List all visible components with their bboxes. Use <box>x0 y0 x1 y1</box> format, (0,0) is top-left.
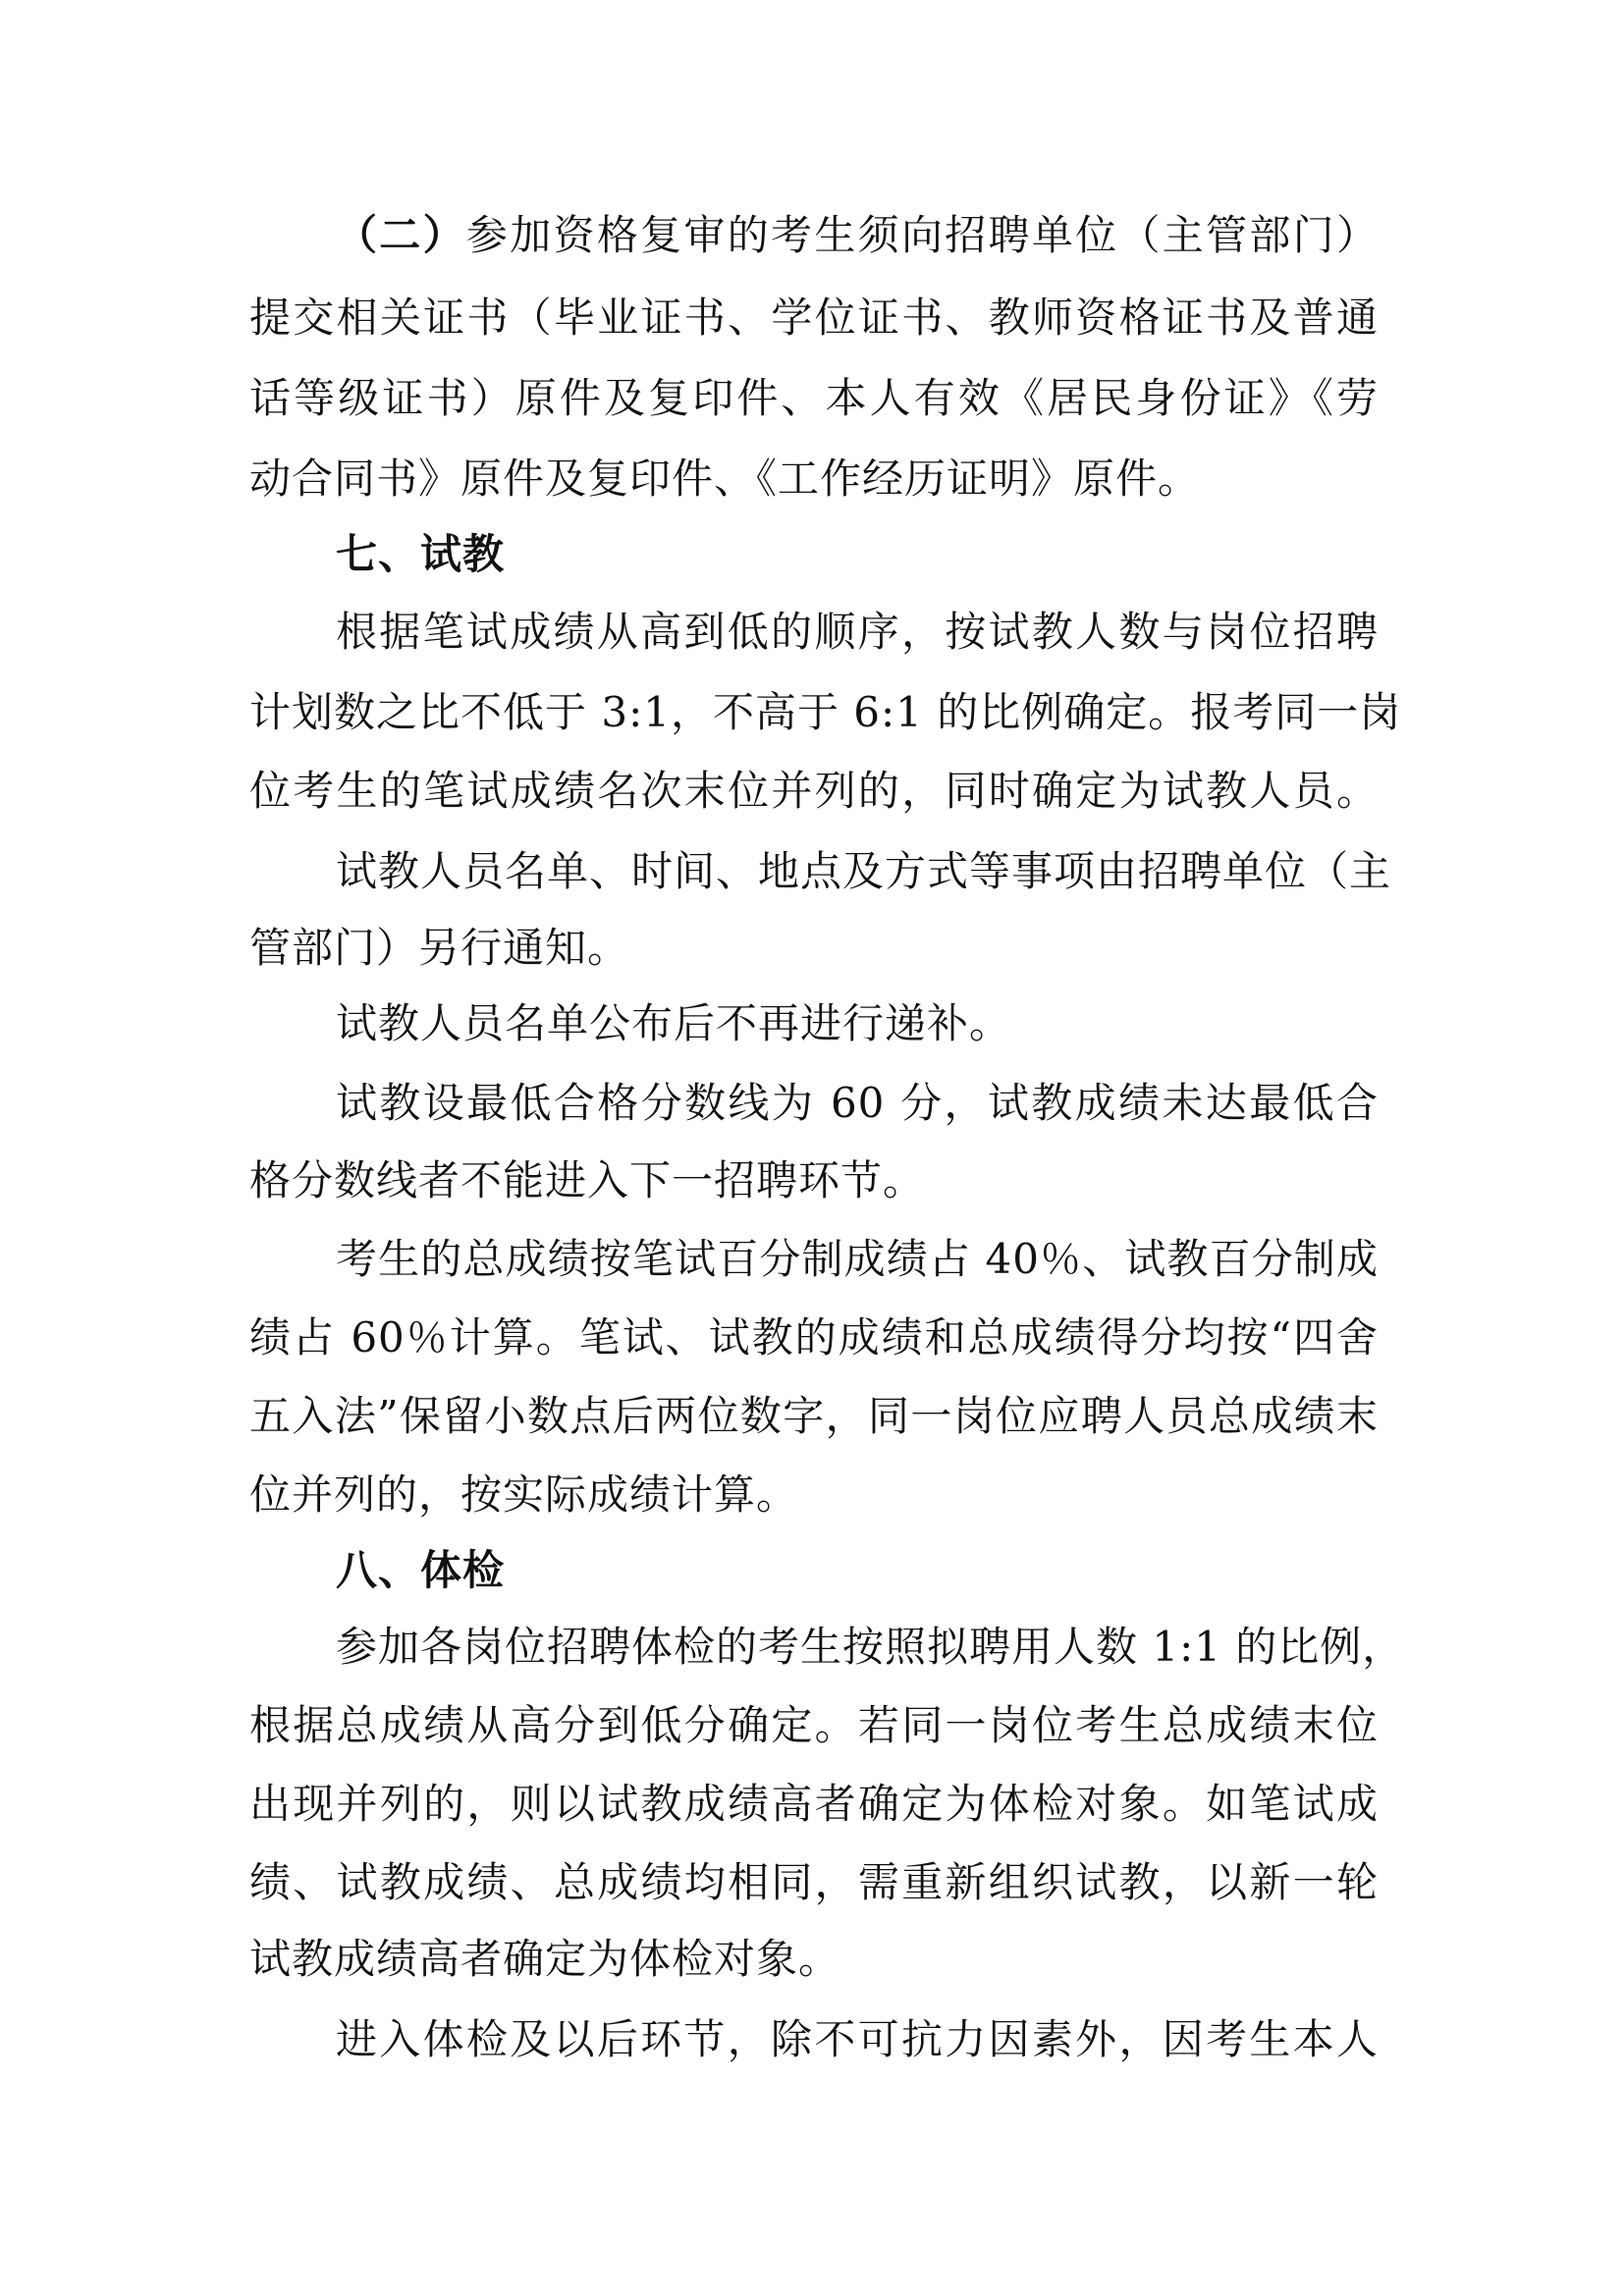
paragraph-line: 试教设最低合格分数线为 60 分，试教成绩未达最低合 <box>336 1079 1379 1127</box>
paragraph-line: 试教人员名单公布后不再进行递补。 <box>336 999 1012 1047</box>
paragraph-line: 根据笔试成绩从高到低的顺序，按试教人数与岗位招聘 <box>336 608 1379 656</box>
paragraph-line <box>336 206 1379 265</box>
paragraph-line: 计划数之比不低于 3:1，不高于 6:1 的比例确定。报考同一岗 <box>249 688 1402 736</box>
paragraph-line: 提交相关证书（毕业证书、学位证书、教师资格证书及普通 <box>249 294 1379 342</box>
paragraph-line: 进入体检及以后环节，除不可抗力因素外，因考生本人 <box>336 2015 1379 2063</box>
paragraph-line: 绩占 60％计算。笔试、试教的成绩和总成绩得分均按“四舍 <box>249 1313 1379 1362</box>
paragraph-line: 格分数线者不能进入下一招聘环节。 <box>249 1156 926 1204</box>
paragraph-line: 试教成绩高者确定为体检对象。 <box>249 1935 841 1983</box>
paragraph-line: 考生的总成绩按笔试百分制成绩占 40％、试教百分制成 <box>336 1235 1379 1283</box>
paragraph-line: 根据总成绩从高分到低分确定。若同一岗位考生总成绩末位 <box>249 1701 1379 1749</box>
section-heading: 七、试教 <box>336 530 506 578</box>
paragraph-line: 出现并列的，则以试教成绩高者确定为体检对象。如笔试成 <box>249 1780 1379 1828</box>
item-number: （二） <box>336 211 466 259</box>
paragraph-text: 参加资格复审的考生须向招聘单位（主管部门） <box>465 211 1379 259</box>
paragraph-line: 位并列的，按实际成绩计算。 <box>249 1470 799 1519</box>
paragraph-line: 试教人员名单、时间、地点及方式等事项由招聘单位（主 <box>336 847 1392 895</box>
section-heading: 八、体检 <box>336 1546 506 1594</box>
paragraph-line: 位考生的笔试成绩名次末位并列的，同时确定为试教人员。 <box>249 767 1379 815</box>
paragraph-line: 管部门）另行通知。 <box>249 924 630 972</box>
paragraph-line: 绩、试教成绩、总成绩均相同，需重新组织试教，以新一轮 <box>249 1858 1379 1906</box>
paragraph-line: 话等级证书）原件及复印件、本人有效《居民身份证》《劳 <box>249 374 1379 422</box>
paragraph-line: 动合同书》原件及复印件、《工作经历证明》原件。 <box>249 454 1201 503</box>
paragraph-line: 参加各岗位招聘体检的考生按照拟聘用人数 1:1 的比例， <box>336 1623 1405 1671</box>
paragraph-line: 五入法”保留小数点后两位数字，同一岗位应聘人员总成绩末 <box>249 1392 1379 1440</box>
